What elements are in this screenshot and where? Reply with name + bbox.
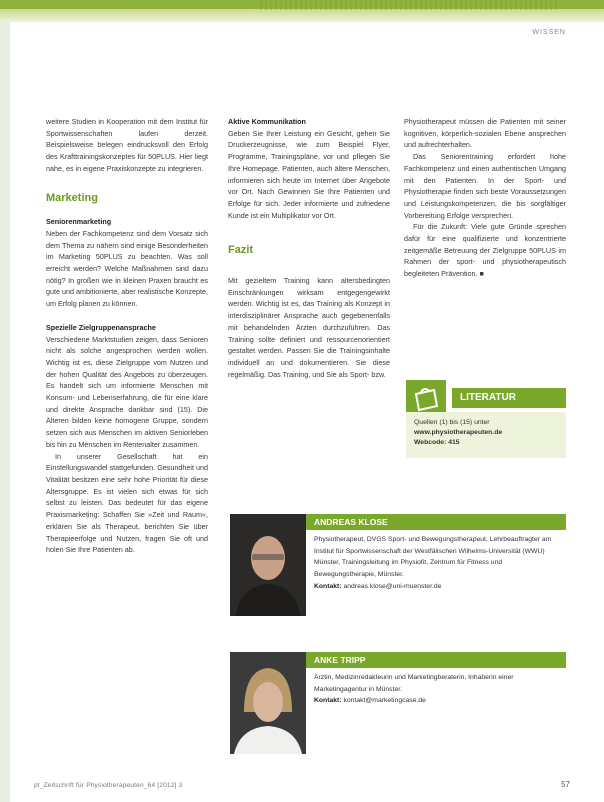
contact-label: Kontakt: xyxy=(314,697,342,705)
paragraph: In unserer Gesellschaft hat ein Einstellungswandel stattgefunden. Gesundheit und Vitalität besitzen eine sehr hohe Priorität für diese Altersgruppe. Es ist vielen sich etwas für sich selbst zu leisten. Das bedeutet für das eigene Praxismarketing: Schaffen Sie »Zeit und Raum«, erklären Sie als Therapeut, berichten Sie über Therapieerfolge und Nutzen, fragen Sie oft und holen Sie Ihre Patienten ab. xyxy=(46,451,208,555)
author-name: ANDREAS KLOSE xyxy=(306,514,566,530)
author-description: Ärztin, Medizinredakteurin und Marketingberaterin, Inhaberin einer Marketingagentur in Münster. xyxy=(314,674,514,693)
author-description: Physiotherapeut, DVGS Sport- und Bewegungstherapeut, Lehrbeauftragter am Institut für Sportwissenschaft der Westfälischen Wilhelms-Universität (WWU) Münster, Trainingsleitung im Physiofit, Zentrum für Fitness und Bewegungstherapie, Münster. xyxy=(314,536,552,579)
literature-webcode: Webcode: 415 xyxy=(414,439,460,446)
section-label: WISSEN xyxy=(532,29,566,36)
page-number: 57 xyxy=(561,780,570,789)
author-name: ANKE TRIPP xyxy=(306,652,566,668)
text-column-1 xyxy=(46,116,208,556)
paragraph: weitere Studien in Kooperation mit dem Institut für Sportwissenschaften laufen derzeit. Beispielsweise belegen eindrucksvoll den Erfolg des Krafttrainingskonzeptes für 50PLUS. Hier liegt nahe, es in eigene Praxiskonzepte zu integrieren. xyxy=(46,117,208,173)
author-photo xyxy=(230,652,306,754)
author-bio xyxy=(314,672,564,707)
paragraph: Neben der Fachkompetenz sind dem Vorsatz sich dem Thema zu nähern sind einige Besonderheiten im Marketing 50PLUS zu beachten. Was soll erreicht werden? Welche Maßnahmen sind dazu nötig? In großen wie in kleinen Praxen braucht es gute und ambitionierte, aber realistische Konzepte, um Erfolg planen zu können. xyxy=(46,228,208,309)
paragraph: Für die Zukunft: Viele gute Gründe sprechen dafür für eine qualifizierte und konzentrierte zeitgemäße Betreuung der Zielgruppe 50PLUS im Rahmen der sport- und physiotherapeutisch begleiteten Prävention. ■ xyxy=(404,222,566,279)
literature-content xyxy=(406,412,566,458)
heading-fazit: Fazit xyxy=(228,244,254,257)
paragraph: Das Seniorentraining erfordert hohe Fachkompetenz und einen authentischen Umgang mit den Patienten. In der Sport- und Physiotherapie finden sich beste Voraussetzungen und Leistungskompetenzen, die bis sorgfältiger Vorbereitung Erfolge versprechen. xyxy=(404,152,566,220)
literature-box xyxy=(406,380,566,460)
subheading-zielgruppe: Spezielle Zielgruppenansprache xyxy=(46,322,156,332)
paragraph: Physiotherapeut müssen die Patienten mit seiner kognitiven, körperlich-sozialen Ebene ansprechen und aufrechterhalten. xyxy=(404,117,566,150)
text-column-3 xyxy=(404,116,566,280)
paragraph: Geben Sie Ihrer Leistung ein Gesicht, gehen Sie Druckerzeugnisse, wie zum Beispiel Flyer, Programme, Trainingspläne, vor und pflegen Sie Ihre Homepage. Patienten, auch ältere Menschen, informieren sich heute im Internet über Angebote vor Ort. Nach Gewinnen Sie Ihre Patienten und Erfolge für sich. Jeder informierte und zufriedene Kunde ist ein Multiplikator vor Ort. xyxy=(228,128,390,220)
author-photo xyxy=(230,514,306,616)
header-pattern xyxy=(260,0,560,10)
journal-footer: pt_Zeitschrift für Physiotherapeuten_64 [2012] 3 xyxy=(34,782,183,789)
header-band xyxy=(0,0,604,22)
literature-title: LITERATUR xyxy=(452,388,566,408)
author-bio xyxy=(314,534,564,593)
subheading-kommunikation: Aktive Kommunikation xyxy=(228,117,306,126)
literature-link[interactable]: www.physiotherapeuten.de xyxy=(414,429,503,436)
author-email[interactable]: andreas.klose@uni-muenster.de xyxy=(343,582,442,590)
paragraph: Verschiedene Marktstudien zeigen, dass Senioren nicht als solche angesprochen werden wollen. Wichtig ist es, diese Zielgruppe vom Nutzen und der hohen Qualität des Angebots zu überzeugen. Es handelt sich um informierte Menschen mit Konsum- und Lebenserfahrung, die für eine klare und direkte Ansprache dankbar sind (15). Die Älteren bilden keine homogene Gruppe, sondern setzen sich aus Menschen im aktiven Seniorleben bis hin zu Menschen im Rentenalter zusammen. xyxy=(46,334,208,449)
text-column-2 xyxy=(228,116,390,380)
heading-marketing: Marketing xyxy=(46,191,98,204)
author-card xyxy=(230,514,566,618)
page-edge-strip xyxy=(0,0,10,802)
literature-line: Quellen (1) bis (15) unter xyxy=(414,419,490,426)
contact-label: Kontakt: xyxy=(314,582,342,590)
subheading-seniorenmarketing: Seniorenmarketing xyxy=(46,217,112,227)
author-email[interactable]: kontakt@marketingcase.de xyxy=(343,697,426,705)
author-card xyxy=(230,652,566,756)
paragraph: Mit gezieltem Training kann altersbedingten Einschränkungen wirksam entgegengewirkt werden. Wichtig ist es, das Training als Konzept in interdisziplinärer Ansprache auch gegebenenfalls mit behandelnden Ärzten durchzuführen. Das Training sollte definiert und ressourcenorientiert gestaltet werden. Passen Sie die Trainingsinhalte individuell an und dokumentieren. Sie diese regelmäßig. Das Training, und Sie als Sport- bzw. xyxy=(228,276,390,379)
